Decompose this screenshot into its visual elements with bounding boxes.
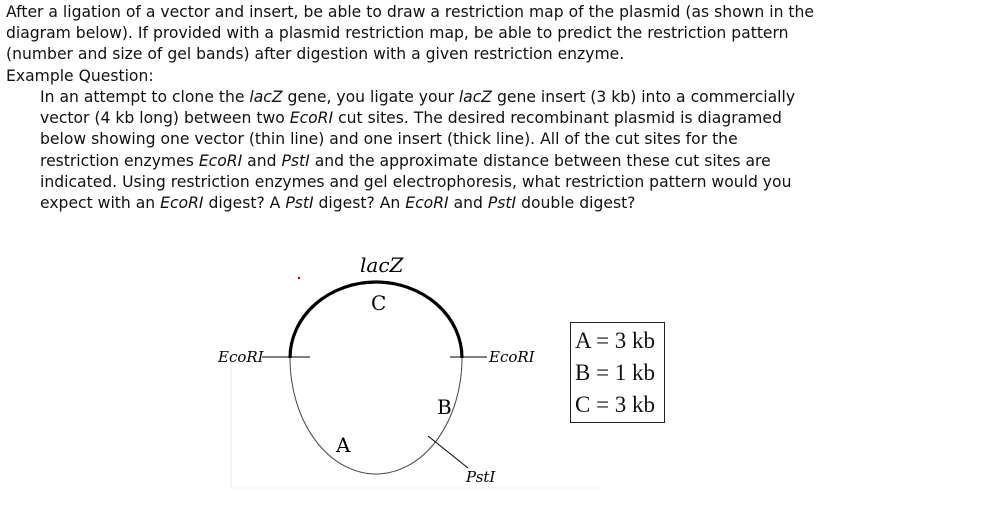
stray-mark	[298, 277, 300, 279]
question-line: expect with an EcoRI digest? A PstI digest? An EcoRI and PstI double digest?	[40, 194, 636, 213]
gene-name: lacZ	[249, 88, 283, 106]
psti-cut	[428, 436, 468, 468]
segment-label-c: C	[371, 291, 387, 315]
question-line: In an attempt to clone the lacZ gene, you ligate your lacZ gene insert (3 kb) into a commercially	[40, 88, 796, 106]
gene-name: lacZ	[458, 88, 492, 106]
insert-label: lacZ	[360, 253, 404, 277]
question-line: restriction enzymes EcoRI and PstI and the approximate distance between these cut sites are	[40, 151, 771, 170]
legend-b: B = 1 kb	[575, 360, 656, 385]
segment-label-b: B	[437, 395, 452, 419]
size-legend	[570, 322, 665, 423]
legend-a: A = 3 kb	[575, 328, 656, 353]
legend-c: C = 3 kb	[575, 392, 656, 417]
question-line: below showing one vector (thin line) and one insert (thick line). All of the cut sites for the	[40, 130, 738, 149]
intro-line: After a ligation of a vector and insert, be able to draw a restriction map of the plasmid (as shown in the	[6, 3, 815, 21]
example-heading: Example Question:	[6, 66, 154, 85]
enzyme-name: PstI	[285, 194, 314, 213]
question-line: vector (4 kb long) between two EcoRI cut sites. The desired recombinant plasmid is diagramed	[40, 109, 782, 128]
intro-line: (number and size of gel bands) after digestion with a given restriction enzyme.	[6, 45, 625, 64]
ecori-right-label: EcoRI	[489, 348, 535, 366]
psti-label: PstI	[466, 468, 496, 486]
segment-label-a: A	[336, 433, 351, 457]
enzyme-name: EcoRI	[289, 109, 334, 128]
enzyme-name: EcoRI	[160, 194, 204, 213]
question-line: indicated. Using restriction enzymes and gel electrophoresis, what restriction pattern would you	[40, 172, 792, 191]
enzyme-name: EcoRI	[405, 194, 449, 213]
enzyme-name: PstI	[487, 194, 517, 213]
enzyme-name: EcoRI	[198, 151, 243, 170]
intro-line: diagram below). If provided with a plasmid restriction map, be able to predict the restriction pattern	[6, 24, 789, 43]
ecori-left-label: EcoRI	[218, 348, 264, 366]
enzyme-name: PstI	[281, 151, 310, 170]
